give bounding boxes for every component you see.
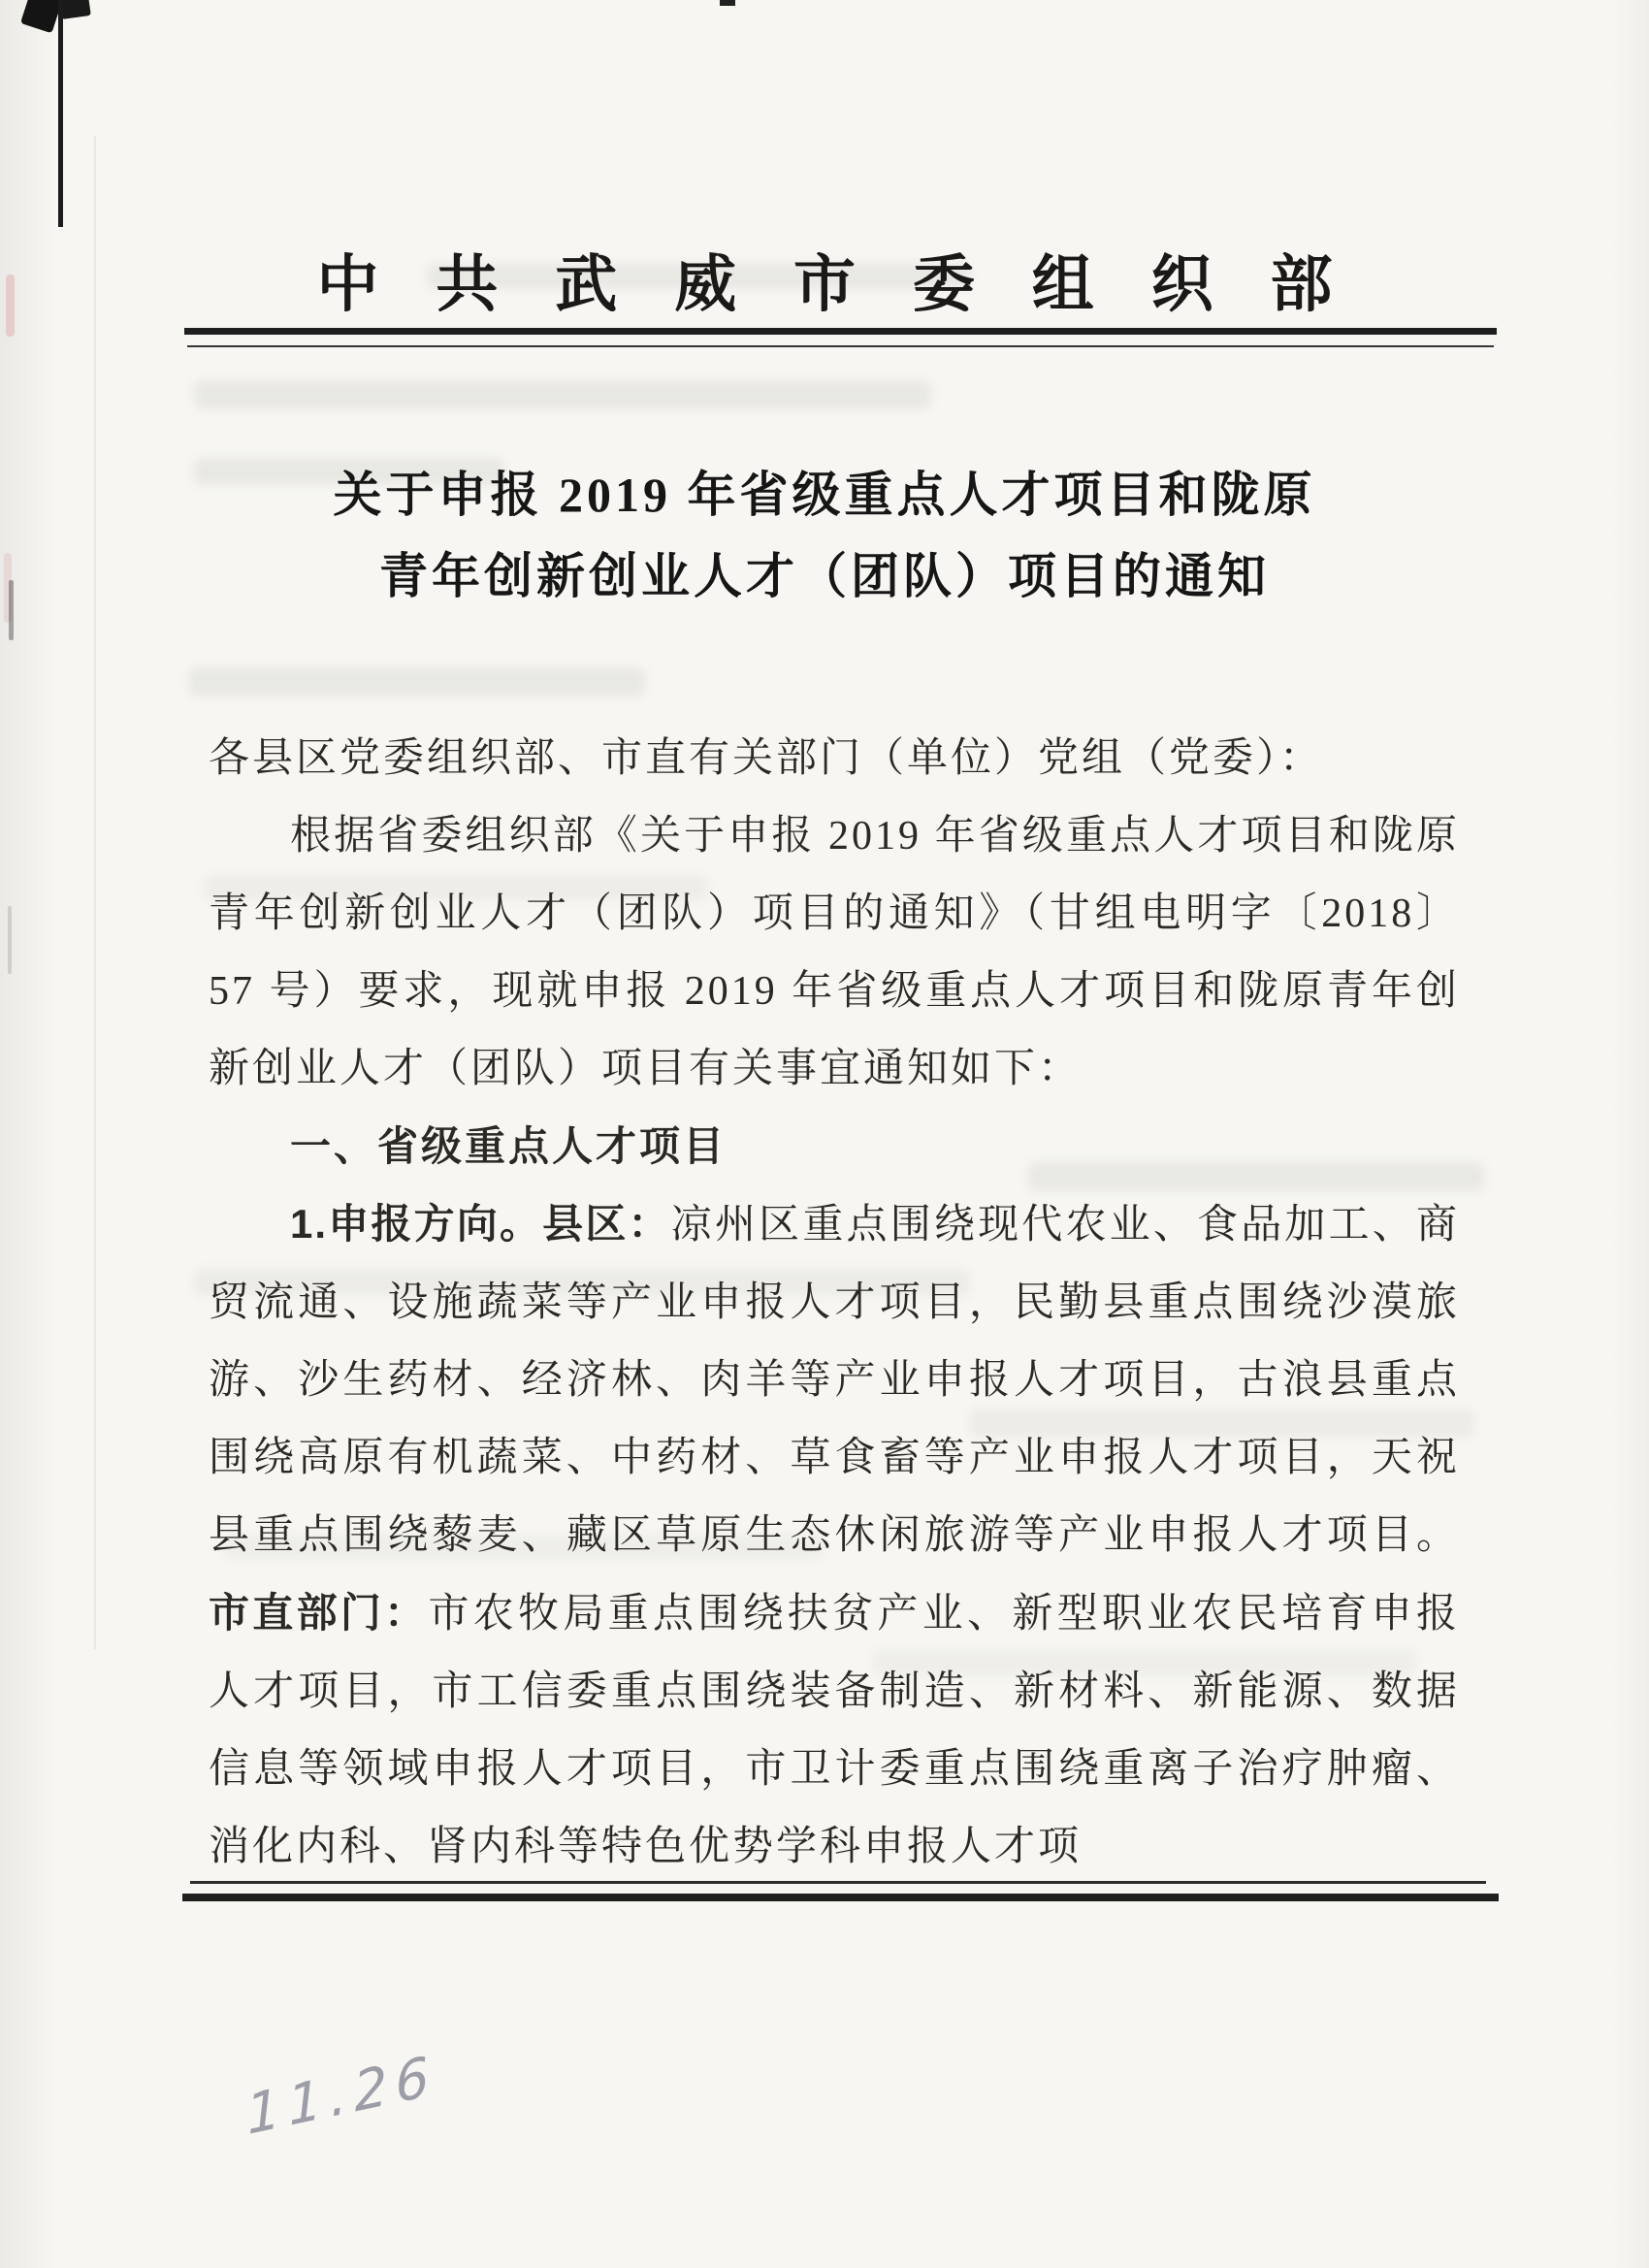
document-body [209,720,1460,1886]
item-text-departments: 市农牧局重点围绕扶贫产业、新型职业农民培育申报人才项目，市工信委重点围绕装备制造、新材料、新能源、数据信息等领域申报人才项目，市卫计委重点围绕重离子治疗肿瘤、消化内科、肾内科等特色优势学科申报人才项 [209,1592,1460,1869]
item-label-declaration-direction: 1.申报方向。县区： [290,1201,671,1247]
letterhead-rule-thick [184,328,1497,335]
footer-rule-thin [190,1881,1486,1884]
item-text-counties: 凉州区重点围绕现代农业、食品加工、商贸流通、设施蔬菜等产业申报人才项目，民勤县重点围绕沙漠旅游、沙生药材、经济林、肉羊等产业申报人才项目，古浪县重点围绕高原有机蔬菜、中药材、草食畜等产业申报人才项目，天祝县重点围绕藜麦、藏区草原生态休闲旅游等产业申报人才项目。 [209,1203,1460,1558]
intro-paragraph: 根据省委组织部《关于申报 2019 年省级重点人才项目和陇原青年创新创业人才（团队）项目的通知》（甘组电明字〔2018〕57 号）要求，现就申报 2019 年省级重点人才项目和陇原青年创新创业人才（团队）项目有关事宜通知如下： [209,814,1460,1091]
scan-artifact-crease [94,136,96,1649]
footer-rule-thick [182,1894,1499,1901]
letterhead-rule-thin [187,345,1494,347]
scan-artifact-corner-blob [58,0,91,19]
letterhead-org-name: 中共武威市委组织部 [316,250,1390,319]
salutation: 各县区党委组织部、市直有关部门（单位）党组（党委）： [209,736,1324,781]
scan-artifact-corner-blob [20,0,63,33]
item-label-municipal-departments: 市直部门： [209,1590,429,1636]
item-paragraph [209,1185,1460,1886]
document-title [0,454,1649,617]
section-heading: 一、省级重点人才项目 [290,1123,728,1169]
bleedthrough-smudge [194,380,931,409]
handwritten-note: 11.26 [243,2043,439,2149]
document-title-line1: 关于申报 2019 年省级重点人才项目和陇原 [333,468,1316,522]
bleedthrough-smudge [189,667,645,697]
scan-artifact-edge-dash [8,906,12,974]
scan-artifact-speck [720,0,735,6]
document-title-line2: 青年创新创业人才（团队）项目的通知 [379,549,1270,603]
scan-artifact-edge-line [58,0,63,227]
